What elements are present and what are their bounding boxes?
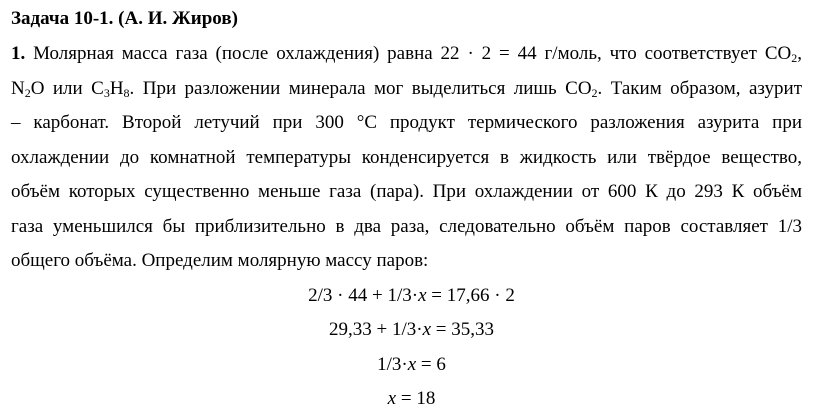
problem-title: Задача 10-1. (А. И. Жиров) [11,8,238,29]
text-line-2-part-a: N [11,77,25,99]
subscript-n2o: 2 [24,85,31,100]
equation-3 [11,348,802,383]
text-line-1-part-b: , [797,43,802,64]
equation-2-variable: x [422,319,432,340]
text-line-5: объём которых существенно меньше газа (пара). При охлаждении от 600 К до 293 К объём [11,181,802,202]
equation-4-right: = 18 [396,388,436,409]
text-line-2-part-c: H [109,77,124,99]
text-line-7: общего объёма. Определим молярную массу паров: [11,250,429,271]
equation-1 [11,279,802,314]
equation-4-variable: x [387,388,397,409]
equation-2-left: 29,33 + 1/3· [329,319,423,340]
subscript-c3: 3 [103,85,110,100]
equation-4 [11,382,802,417]
equation-2 [11,313,802,348]
text-line-3: – карбонат. Второй летучий при 300 °C продукт термического разложения азурита при [11,112,802,133]
equation-3-variable: x [407,353,417,375]
subscript-co2-second: 2 [591,85,598,100]
text-line-2-part-d: . При разложении минерала мог выделиться лишь CO [129,77,592,99]
equation-1-right: = 17,66 · 2 [426,284,515,306]
equation-3-right: = 6 [416,353,446,375]
text-line-1-part-a: Молярная масса газа (после охлаждения) равна 22 · 2 = 44 г/моль, что соответствует CO [25,43,792,64]
problem-number: 1. [11,43,26,64]
text-line-2 [11,72,802,107]
text-line-2-part-b: O или C [30,77,104,99]
text-line-2-part-e: . Таким образом, азурит [597,77,802,99]
text-line-1 [11,37,802,72]
equation-3-left: 1/3· [377,353,408,375]
equation-1-variable: x [418,284,427,306]
equation-2-right: = 35,33 [431,319,494,340]
equation-1-left: 2/3 · 44 + 1/3· [308,284,419,306]
solution-paragraph [11,37,802,279]
text-line-4: охлаждении до комнатной температуры конденсируется в жидкость или твёрдое вещество, [11,146,802,168]
subscript-co2-first: 2 [791,51,798,65]
text-line-6: газа уменьшился бы приблизительно в два раза, следовательно объём паров составляет 1/3 [11,215,802,237]
subscript-h8: 8 [123,85,130,100]
